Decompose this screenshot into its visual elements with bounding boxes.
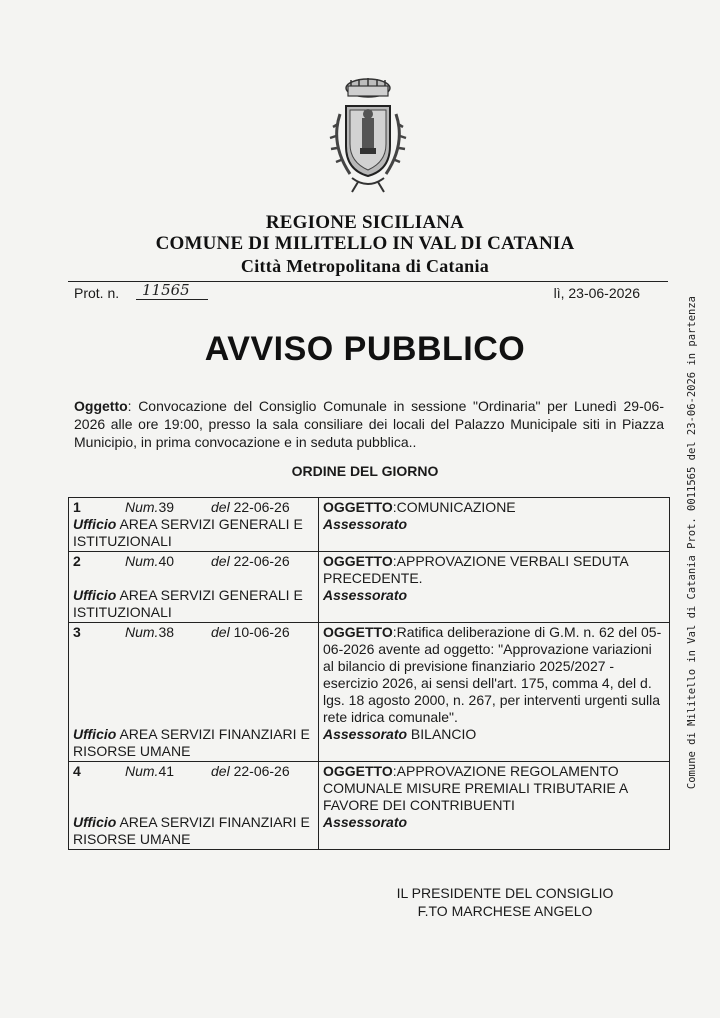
oggetto-value: :Ratifica deliberazione di G.M. n. 62 del 05-06-2026 avente ad oggetto: "Approvazione variazioni al bilancio di previsione finanziario 2025/2027 - esercizio 2026, ai sensi dell'art. 175, comma 4, del d. lgs. 18 agosto 2000, n. 267, per interventi urgenti sulla rete idrica comunale". [323, 624, 662, 725]
table-row [69, 498, 670, 552]
subject-text: : Convocazione del Consiglio Comunale in sessione "Ordinaria" per Lunedì 29-06-2026 alle ore 19:00, presso la sala consiliare dei locali del Palazzo Municipale siti in Piazza Municipio, in prima convocazione e in seduta pubblica.. [74, 398, 664, 450]
agenda-item-subject [319, 552, 670, 623]
oggetto-label: OGGETTO [323, 624, 393, 640]
document-title: AVVISO PUBBLICO [204, 330, 526, 368]
assessorato-label: Assessorato [323, 516, 408, 532]
ufficio-label: Ufficio [73, 814, 117, 830]
table-row [69, 552, 670, 623]
act-number: 40 [158, 553, 175, 569]
oggetto-label: OGGETTO [323, 499, 393, 515]
protocol-label: Prot. n. [74, 285, 120, 301]
subject-paragraph [74, 397, 664, 451]
del-label: del [211, 553, 230, 569]
oggetto-value: :COMUNICAZIONE [392, 499, 516, 515]
agenda-table [68, 497, 670, 850]
agenda-item-subject [319, 498, 670, 552]
agenda-item-meta [69, 498, 319, 552]
assessorato-label: Assessorato [323, 587, 408, 603]
side-stamp-text: Comune di Militello in Val di Catania Prot. 0011565 del 23-06-2026 in partenza [686, 296, 698, 790]
item-number: 4 [73, 763, 81, 779]
act-date: 22-06-26 [233, 499, 290, 515]
protocol-date: lì, 23-06-2026 [553, 285, 640, 301]
subject-label: Oggetto [74, 398, 128, 414]
table-row [69, 623, 670, 762]
num-label: Num. [125, 553, 159, 569]
municipal-coat-of-arms-icon [318, 74, 418, 202]
del-label: del [211, 624, 230, 640]
ufficio-value: AREA SERVIZI FINANZIARI E RISORSE UMANE [73, 814, 310, 847]
ufficio-value: AREA SERVIZI FINANZIARI E RISORSE UMANE [73, 726, 310, 759]
item-number: 1 [73, 499, 81, 515]
act-date: 22-06-26 [233, 763, 290, 779]
act-number: 38 [158, 624, 175, 640]
agenda-item-subject [319, 762, 670, 850]
del-label: del [211, 763, 230, 779]
act-date: 22-06-26 [233, 553, 290, 569]
oggetto-label: OGGETTO [323, 553, 393, 569]
act-number: 39 [158, 499, 175, 515]
signature-block [360, 884, 650, 920]
region-heading: REGIONE SICILIANA [265, 212, 465, 233]
del-label: del [211, 499, 230, 515]
oggetto-value: :APPROVAZIONE REGOLAMENTO COMUNALE MISURE PREMIALI TRIBUTARIE A FAVORE DEI CONTRIBUENTI [323, 763, 628, 813]
agenda-item-meta [69, 623, 319, 762]
act-number: 41 [158, 763, 175, 779]
ufficio-value: AREA SERVIZI GENERALI E ISTITUZIONALI [73, 516, 303, 549]
protocol-number: 11565 [136, 281, 208, 300]
assessorato-label: Assessorato [323, 726, 408, 742]
comune-heading: COMUNE DI MILITELLO IN VAL DI CATANIA [155, 233, 575, 254]
citta-heading: Città Metropolitana di Catania [240, 256, 490, 276]
item-number: 3 [73, 624, 81, 640]
oggetto-label: OGGETTO [323, 763, 393, 779]
assessorato-label: Assessorato [323, 814, 408, 830]
agenda-item-subject [319, 623, 670, 762]
agenda-item-meta [69, 552, 319, 623]
act-date: 10-06-26 [233, 624, 290, 640]
oggetto-value: :APPROVAZIONE VERBALI SEDUTA PRECEDENTE. [323, 553, 628, 586]
ufficio-label: Ufficio [73, 726, 117, 742]
protocol-row [74, 281, 644, 305]
num-label: Num. [125, 763, 159, 779]
ufficio-value: AREA SERVIZI GENERALI E ISTITUZIONALI [73, 587, 303, 620]
ufficio-label: Ufficio [73, 516, 117, 532]
assessorato-value: BILANCIO [407, 726, 477, 742]
signature-role: IL PRESIDENTE DEL CONSIGLIO [396, 885, 614, 901]
table-row [69, 762, 670, 850]
ufficio-label: Ufficio [73, 587, 117, 603]
signature-name: F.TO MARCHESE ANGELO [417, 903, 593, 919]
agenda-title: ORDINE DEL GIORNO [291, 463, 439, 479]
num-label: Num. [125, 624, 159, 640]
num-label: Num. [125, 499, 159, 515]
item-number: 2 [73, 553, 81, 569]
agenda-item-meta [69, 762, 319, 850]
